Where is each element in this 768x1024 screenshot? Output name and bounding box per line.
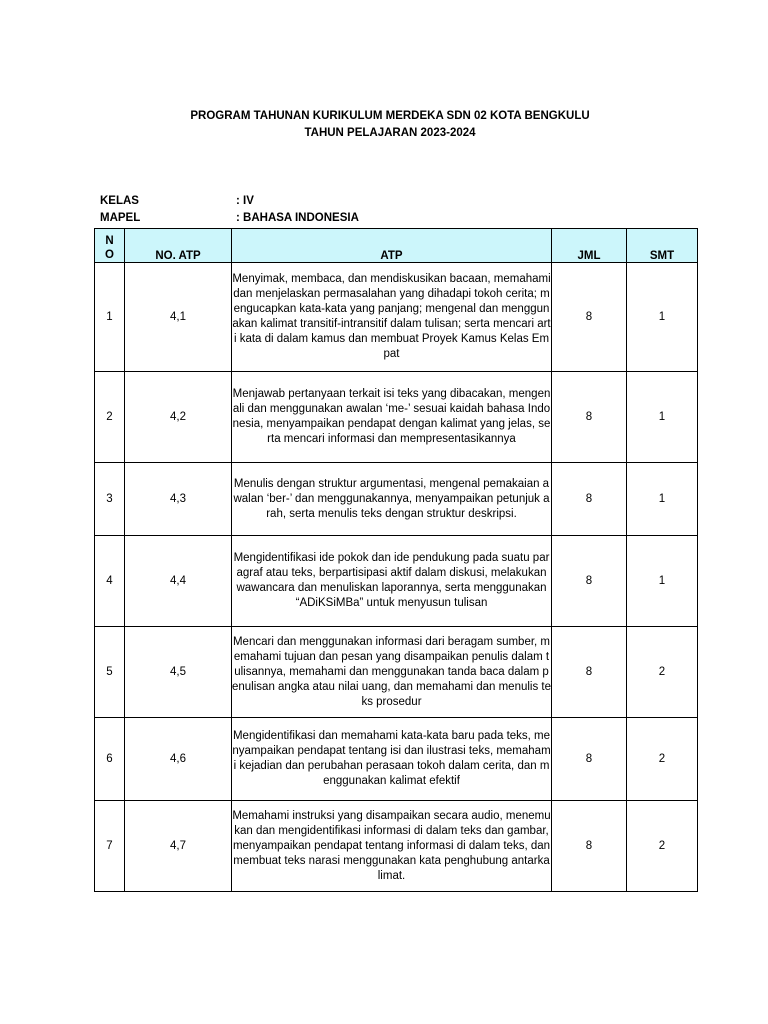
row-atp-text: Memahami instruksi yang disampaikan secara audio, menemukan dan mengidentifikasi informasi di dalam teks dan gambar, menyampaikan pendapat tentang informasi di dalam teks, dan membuat teks narasi menggunakan kata penghubung antarkalimat. bbox=[232, 801, 552, 892]
row-atp-text: Mengidentifikasi dan memahami kata-kata baru pada teks, menyampaikan pendapat tentang isi dan ilustrasi teks, memahami kejadian dan perubahan perasaan tokoh dalam cerita, dan menggunakan kalimat efektif bbox=[232, 718, 552, 801]
row-no: 3 bbox=[95, 463, 125, 536]
row-jml: 8 bbox=[552, 463, 627, 536]
mapel-value: : BAHASA INDONESIA bbox=[236, 212, 359, 224]
row-no: 5 bbox=[95, 627, 125, 718]
row-jml: 8 bbox=[552, 718, 627, 801]
row-no-atp: 4,1 bbox=[125, 263, 232, 372]
row-jml: 8 bbox=[552, 372, 627, 463]
row-jml: 8 bbox=[552, 627, 627, 718]
program-table bbox=[94, 228, 698, 892]
row-no: 4 bbox=[95, 536, 125, 627]
header-atp: ATP bbox=[232, 229, 552, 263]
table-row bbox=[95, 536, 698, 627]
table-row bbox=[95, 263, 698, 372]
row-smt: 1 bbox=[627, 536, 698, 627]
header-no-atp: NO. ATP bbox=[125, 229, 232, 263]
row-smt: 2 bbox=[627, 718, 698, 801]
row-no-atp: 4,2 bbox=[125, 372, 232, 463]
row-jml: 8 bbox=[552, 801, 627, 892]
row-jml: 8 bbox=[552, 536, 627, 627]
row-smt: 1 bbox=[627, 463, 698, 536]
row-atp-text: Menjawab pertanyaan terkait isi teks yang dibacakan, mengenali dan menggunakan awalan ‘me-’ sesuai kaidah bahasa Indonesia, menyampaikan pendapat dengan kalimat yang jelas, serta mencari informasi dan mempresentasikannya bbox=[232, 372, 552, 463]
mapel-label: MAPEL bbox=[100, 212, 141, 224]
row-smt: 1 bbox=[627, 372, 698, 463]
table-header-row bbox=[95, 229, 698, 263]
row-atp-text: Mengidentifikasi ide pokok dan ide pendukung pada suatu paragraf atau teks, berpartisipasi aktif dalam diskusi, melakukan wawancara dan menuliskan laporannya, serta menggunakan “ADiKSiMBa” untuk menyusun tulisan bbox=[232, 536, 552, 627]
row-smt: 2 bbox=[627, 627, 698, 718]
header-smt: SMT bbox=[627, 229, 698, 263]
kelas-value: : IV bbox=[236, 195, 254, 207]
row-no-atp: 4,3 bbox=[125, 463, 232, 536]
table-row bbox=[95, 463, 698, 536]
row-no: 1 bbox=[95, 263, 125, 372]
row-atp-text: Menulis dengan struktur argumentasi, mengenal pemakaian awalan ‘ber-’ dan menggunakannya, menyampaikan petunjuk arah, serta menulis teks dengan struktur deskripsi. bbox=[232, 463, 552, 536]
table-row bbox=[95, 801, 698, 892]
document-subtitle: TAHUN PELAJARAN 2023-2024 bbox=[304, 127, 476, 139]
row-jml: 8 bbox=[552, 263, 627, 372]
header-no-line1: N bbox=[105, 235, 114, 247]
table-row bbox=[95, 627, 698, 718]
mapel-row bbox=[100, 212, 359, 224]
table-row bbox=[95, 372, 698, 463]
row-no-atp: 4,5 bbox=[125, 627, 232, 718]
kelas-row bbox=[100, 195, 254, 207]
row-no-atp: 4,7 bbox=[125, 801, 232, 892]
row-no: 6 bbox=[95, 718, 125, 801]
row-atp-text: Menyimak, membaca, dan mendiskusikan bacaan, memahami dan menjelaskan permasalahan yang dihadapi tokoh cerita; mengucapkan kata-kata yang panjang; mengenal dan menggunakan kalimat transitif-intransitif dalam tulisan; serta mencari arti kata di dalam kamus dan membuat Proyek Kamus Kelas Empat bbox=[232, 263, 552, 372]
document-title: PROGRAM TAHUNAN KURIKULUM MERDEKA SDN 02 KOTA BENGKULU bbox=[190, 110, 590, 122]
row-no: 2 bbox=[95, 372, 125, 463]
row-smt: 2 bbox=[627, 801, 698, 892]
row-atp-text: Mencari dan menggunakan informasi dari beragam sumber, memahami tujuan dan pesan yang disampaikan penulis dalam tulisannya, memahami dan menggunakan tanda baca dalam penulisan angka atau nilai uang, dan memahami dan menulis teks prosedur bbox=[232, 627, 552, 718]
header-no bbox=[95, 229, 125, 263]
row-no: 7 bbox=[95, 801, 125, 892]
header-no-line2: O bbox=[105, 249, 114, 261]
row-smt: 1 bbox=[627, 263, 698, 372]
table-row bbox=[95, 718, 698, 801]
header-jml: JML bbox=[552, 229, 627, 263]
row-no-atp: 4,4 bbox=[125, 536, 232, 627]
row-no-atp: 4,6 bbox=[125, 718, 232, 801]
kelas-label: KELAS bbox=[100, 195, 139, 207]
